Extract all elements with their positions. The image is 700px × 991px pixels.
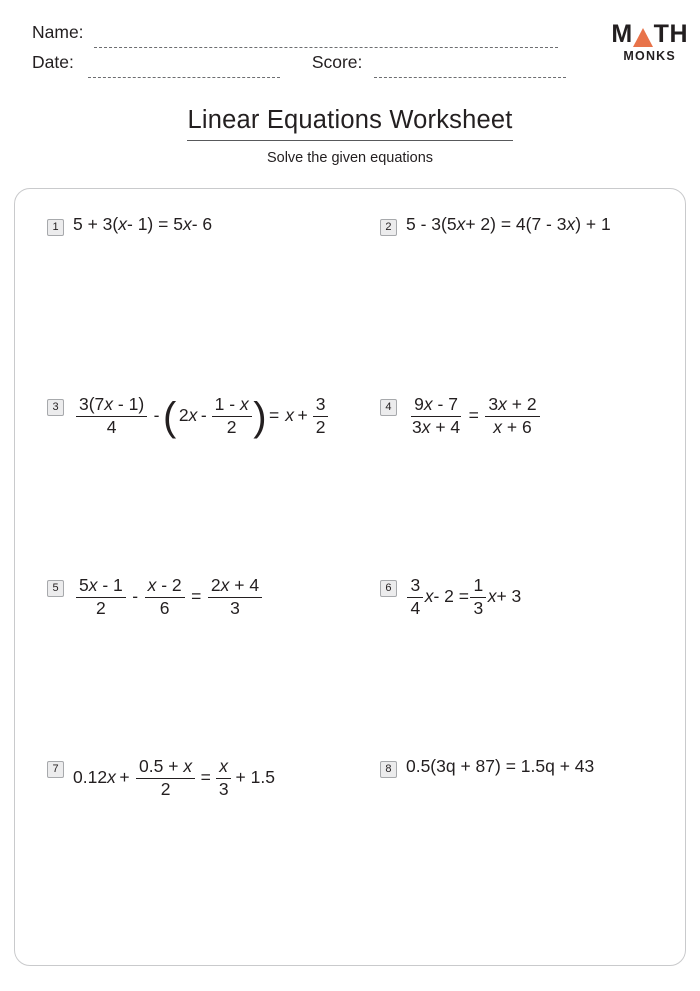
variable-x: x xyxy=(147,575,157,595)
expr-part: - 7 xyxy=(432,394,458,414)
problem-4-expression xyxy=(406,395,543,437)
problem-row-1 xyxy=(15,215,685,395)
problem-5-expression xyxy=(73,576,265,618)
expr-part: + 4 xyxy=(229,575,260,595)
variable-x: x xyxy=(220,575,230,595)
logo-wordmark xyxy=(611,22,688,47)
operator-equals: = xyxy=(269,405,280,426)
expr-part: + 6 xyxy=(502,416,532,437)
expr-part: 9 xyxy=(414,394,424,414)
fraction xyxy=(409,395,463,437)
fraction-denominator: 3 xyxy=(218,778,229,799)
problem-2-expression xyxy=(406,215,611,234)
variable-x: x xyxy=(487,586,497,607)
fraction xyxy=(216,757,232,799)
fraction xyxy=(76,576,126,618)
problem-number-badge: 2 xyxy=(380,219,397,236)
expr-part: 0.5(3q + 87) = 1.5q + 43 xyxy=(405,756,595,776)
variable-x: x xyxy=(118,214,127,234)
problem-number-badge: 6 xyxy=(380,580,397,597)
variable-x: x xyxy=(493,416,502,437)
fraction-denominator: 2 xyxy=(160,778,171,799)
variable-x: x xyxy=(424,586,434,607)
expr-part: 2 xyxy=(210,575,221,595)
expr-part: 2 xyxy=(178,405,189,426)
fraction-denominator: 2 xyxy=(226,416,237,437)
expr-part: - 1) = 5 xyxy=(127,214,183,234)
expr-part: 5 xyxy=(79,575,89,595)
problem-2 xyxy=(366,215,685,236)
fraction-denominator: 6 xyxy=(159,597,170,618)
problem-number-badge: 4 xyxy=(380,399,397,416)
variable-x: x xyxy=(183,756,193,776)
variable-x: x xyxy=(104,394,114,414)
expr-part: 3 xyxy=(488,394,499,414)
operator-plus: + xyxy=(297,405,308,426)
expr-part: + 2) = 4(7 - 3 xyxy=(465,214,567,234)
name-input-line[interactable] xyxy=(94,47,558,48)
variable-x: x xyxy=(107,767,116,788)
expr-part: - 1) xyxy=(113,394,145,414)
expr-part: 3(7 xyxy=(79,394,105,414)
fraction-numerator xyxy=(145,576,185,598)
problem-row-3 xyxy=(15,576,685,757)
fraction-numerator: 3 xyxy=(313,395,329,417)
variable-x: x xyxy=(456,214,466,234)
variable-x: x xyxy=(88,575,98,595)
variable-x: x xyxy=(498,394,507,414)
problems-card xyxy=(14,188,686,966)
page-title: Linear Equations Worksheet xyxy=(187,106,512,141)
triangle-icon xyxy=(633,28,653,47)
problem-number-badge: 7 xyxy=(47,761,64,778)
expr-part: + 4 xyxy=(430,416,461,437)
fraction xyxy=(208,576,262,618)
expr-part: 0.5 + xyxy=(139,756,184,776)
problem-number-badge: 8 xyxy=(380,761,397,778)
expr-part: - 6 xyxy=(191,214,213,234)
expr-part: 0.12 xyxy=(73,767,108,788)
operator-plus: + xyxy=(119,767,130,788)
date-input-line[interactable] xyxy=(88,77,280,78)
fraction-numerator: 1 xyxy=(470,576,486,598)
variable-x: x xyxy=(239,394,249,414)
problem-1-expression xyxy=(73,215,212,234)
problem-3 xyxy=(15,394,366,440)
fraction-numerator xyxy=(136,757,195,779)
variable-x: x xyxy=(421,416,431,437)
fraction-denominator: 2 xyxy=(315,416,326,437)
problem-1 xyxy=(15,215,366,236)
operator-equals: = xyxy=(468,405,479,426)
fraction-numerator xyxy=(485,395,539,417)
fraction-numerator: x xyxy=(216,757,231,779)
expr-part: + 3 xyxy=(496,586,522,607)
fraction xyxy=(313,395,329,437)
expr-part: 1 - xyxy=(214,394,240,414)
expr-part: 3 xyxy=(411,416,422,437)
fraction-numerator xyxy=(76,395,147,417)
logo-subtext: MONKS xyxy=(623,49,676,63)
fraction-numerator xyxy=(411,395,461,417)
fraction xyxy=(136,757,195,799)
problem-6 xyxy=(366,576,685,618)
fraction-numerator: 3 xyxy=(407,576,423,598)
expr-part: + 1.5 xyxy=(235,767,275,788)
name-label: Name: xyxy=(32,22,84,42)
problem-row-2 xyxy=(15,395,685,576)
problem-8-expression xyxy=(406,757,594,776)
fraction-denominator: 4 xyxy=(410,597,421,618)
problem-5 xyxy=(15,576,366,618)
problem-3-expression: $\frac{3(7x - 1)}{4}$ - ( 2 x - $\frac{1 - x}{2}$ ) = x + $\frac{3}{2}$ xyxy=(73,395,330,437)
fraction-numerator xyxy=(212,395,252,417)
worksheet-header xyxy=(0,0,700,84)
operator-minus: - xyxy=(132,586,139,607)
fraction xyxy=(76,395,147,437)
fraction xyxy=(470,576,486,618)
problem-6-expression xyxy=(406,576,521,618)
variable-x: x xyxy=(285,405,294,426)
math-monks-logo xyxy=(611,22,688,63)
score-input-line[interactable] xyxy=(374,77,566,78)
page-subtitle: Solve the given equations xyxy=(266,150,434,166)
fraction-numerator xyxy=(76,576,126,598)
fraction-denominator: 4 xyxy=(106,416,117,437)
problems-grid xyxy=(15,189,685,937)
fraction-denominator xyxy=(490,417,534,438)
fraction-denominator: 3 xyxy=(230,597,240,618)
logo-letters-th: TH xyxy=(653,20,688,48)
date-score-field-row xyxy=(32,52,670,82)
fraction-numerator xyxy=(208,576,262,598)
problem-row-4 xyxy=(15,757,685,937)
name-field-row xyxy=(32,22,670,52)
problem-7-expression xyxy=(73,757,275,799)
fraction-denominator xyxy=(409,417,463,438)
operator-minus: - xyxy=(200,405,207,426)
fraction-denominator: 2 xyxy=(96,597,106,618)
operator-minus: - xyxy=(153,405,160,426)
date-label: Date: xyxy=(32,52,74,72)
expr-part: - 2 xyxy=(156,575,182,595)
fraction-denominator: 3 xyxy=(473,597,484,618)
operator-equals: = xyxy=(191,586,202,607)
problem-8 xyxy=(366,757,685,778)
expr-part: 5 + 3( xyxy=(73,214,119,234)
operator-equals: = xyxy=(200,767,211,788)
expr-part: - 2 = xyxy=(433,586,469,607)
problem-4 xyxy=(366,395,685,437)
expr-part: ) + 1 xyxy=(575,214,611,234)
variable-x: x xyxy=(188,405,198,426)
score-label: Score: xyxy=(311,52,363,72)
problem-number-badge: 3 xyxy=(47,399,64,416)
problem-7 xyxy=(15,757,366,799)
expr-part: + 2 xyxy=(506,394,537,414)
expr-part: - 1 xyxy=(97,575,123,595)
fraction xyxy=(212,395,252,437)
expr-part: 5 - 3(5 xyxy=(405,214,457,234)
variable-x: x xyxy=(423,394,433,414)
problem-number-badge: 1 xyxy=(47,219,64,236)
fraction xyxy=(407,576,423,618)
problem-number-badge: 5 xyxy=(47,580,64,597)
fraction xyxy=(485,395,539,437)
fraction xyxy=(145,576,185,618)
variable-x: x xyxy=(182,214,192,234)
logo-letter-m: M xyxy=(611,20,633,48)
title-container xyxy=(0,106,700,141)
variable-x: x xyxy=(566,214,576,234)
